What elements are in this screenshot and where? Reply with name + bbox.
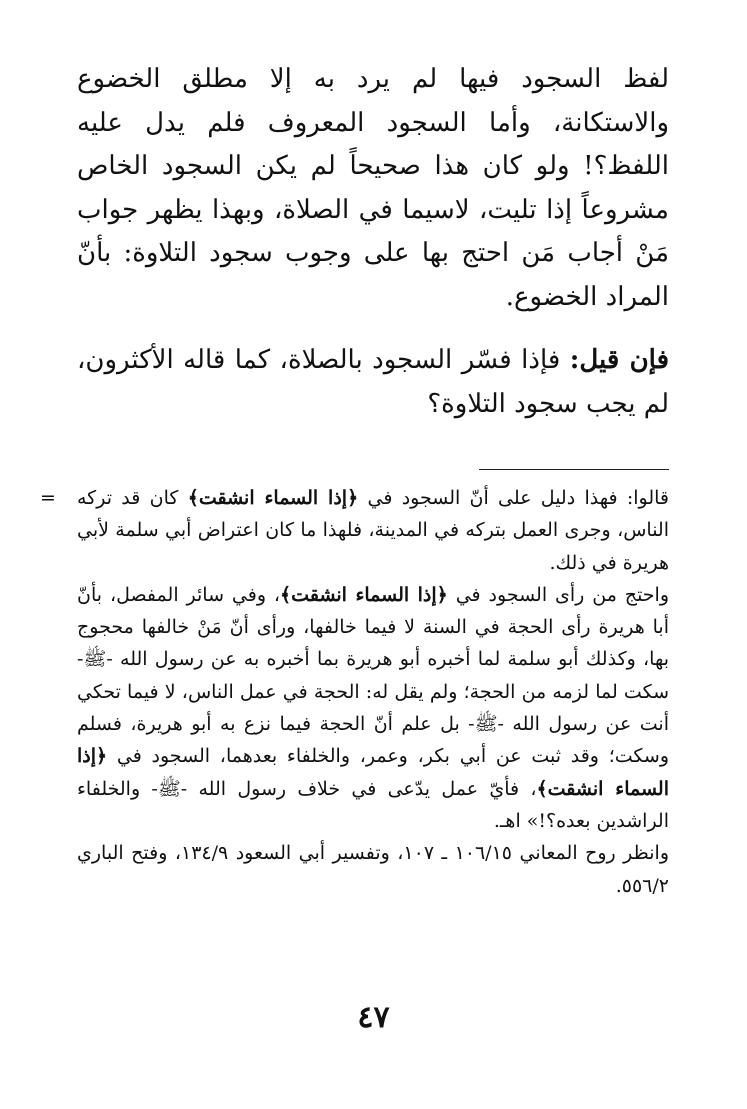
footnote-block [77, 482, 669, 902]
quran-quote: ﴿إذا السماء انشقت﴾ [280, 583, 448, 606]
quran-quote: ﴿إذا السماء انشقت﴾ [187, 487, 359, 509]
footnote-text: قالوا: فهذا دليل على أنّ السجود في [358, 487, 669, 509]
question-text: فإذا فسّر السجود بالصلاة، كما قاله الأكثرون، لم يجب سجود التلاوة؟ [77, 345, 669, 419]
footnote-continuation-mark: = [40, 487, 56, 509]
page-number: ٤٧ [357, 1000, 390, 1035]
main-text [77, 58, 669, 426]
main-paragraph-1: لفظ السجود فيها لم يرد به إلا مطلق الخضوع والاستكانة، وأما السجود المعروف فلم يدل عليه اللفظ؟! ولو كان هذا صحيحاً لم يكن السجود الخاص مشروعاً إذا تليت، لاسيما في الصلاة، وبهذا يظهر جواب مَنْ أجاب مَن احتج بها على وجوب سجود التلاوة: بأنّ المراد الخضوع. [77, 64, 669, 312]
footnote-text: ، فأيّ عمل يدّعى في خلاف رسول الله -ﷺ- والخلفاء الراشدين بعده؟!» اهـ. [77, 777, 669, 832]
footnote-text: كان قد تركه الناس، وجرى العمل بتركه في المدينة، فلهذا ما كان اعتراض أبي سلمة لأبي هريرة في ذلك. [77, 487, 669, 574]
footnote-separator [479, 469, 669, 470]
footnote-paragraph-2 [77, 579, 669, 837]
quran-quote: ﴿إذا السماء انشقت﴾ [77, 745, 669, 800]
footnote-paragraph-1 [77, 482, 669, 579]
footnote-text: واحتج من رأى السجود في [447, 583, 669, 606]
footnote-text: ، وفي سائر المفصل، بأنّ أبا هريرة رأى الحجة في السنة لا فيما خالفها، ورأى أنّ مَنْ خالفها محجوج بها، وكذلك أبو سلمة لما أخبره أبو هريرة بما أخبره به عن رسول الله -ﷺ- سكت لما لزمه من الحجة؛ ولم يقل له: الحجة في عمل الناس، لا فيما تحكي أنت عن رسول الله -ﷺ- بل علم أنّ الحجة فيما نزع به أبو هريرة، فسلم وسكت؛ وقد ثبت عن أبي بكر، وعمر، والخلفاء بعدهما، السجود في [77, 583, 669, 768]
footnote-paragraph-3: وانظر روح المعاني ١٠٦/١٥ ـ ١٠٧، وتفسير أبي السعود ١٣٤/٩، وفتح الباري ٥٥٦/٢. [77, 842, 669, 897]
main-paragraph-2 [77, 339, 669, 426]
question-label: فإن قيل: [569, 345, 670, 375]
